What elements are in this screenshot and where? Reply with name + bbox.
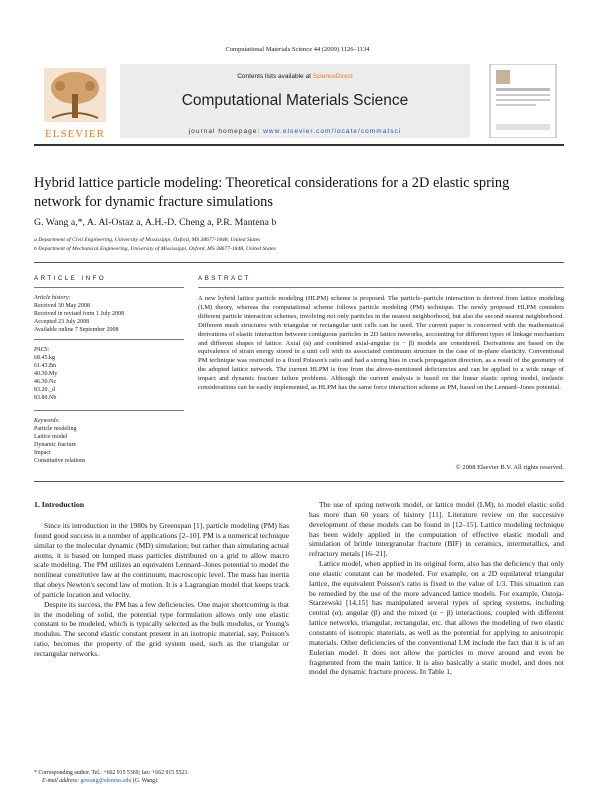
article-info-heading: ARTICLE INFO (34, 275, 107, 282)
pacs-code: 83.20._d (34, 387, 55, 393)
article-info-rule (34, 287, 184, 288)
pacs-code: 83.80.Nb (34, 395, 57, 401)
keywords-list (34, 417, 184, 465)
body-paragraph: Lattice model, when applied in its original form, also has the deficiency that only one elastic constant can be modeled. For example, on a 2D equilateral triangular lattice, the equivalent Poisson's ratio is fixed to the value of 1/3. This situation can be remedied by the use of the more advanced lattice models. For example, Ostoja-Starzewski [14,15] has manipulated several types of spring systems, including central (α), angular (β) and the mixed (α − β) interactions, coupled with different lattice networks, triangular, rectangular, etc. that allows the modeling of two elastic constants of isotropic materials, as well as the potential for applying to anisotropic materials. Other deficiencies of the conventional LM include the fact that it is of an Eulerian model. It does not allow the particles to move around and even be fragmented from the main lattice. It is also basically a static model, and does not model the dynamic fracture process. In Table 1, (309, 559, 564, 677)
history-caption: Article history: (34, 295, 71, 301)
meta-divider (34, 339, 184, 340)
history-item: Accepted 23 July 2008 (34, 319, 90, 325)
keyword: Dynamic fracture (34, 442, 77, 448)
journal-homepage (120, 128, 470, 135)
pacs-code: 68.45.kg (34, 355, 55, 361)
paper-title-line: network for dynamic fracture simulations (34, 194, 273, 210)
pacs-code: 40.30.My (34, 371, 58, 377)
body-paragraph: Since its introduction in the 1980s by Greenspan [1], particle modeling (PM) has found good success in a number of applications [2–10]. PM is a numerical technique similar to the molecular dynamic (MD) simulation; but rather than simulating actual atoms, it is based on lumped mass particles distributed on a grid to allow macro scale modeling. The PM utilizes an equivalent Lennard–Jones potential to model the nonlinear constitutive law at the continuum, macroscopic level. The mass has inertia that obeys Newton's second law of motion. It is a Lagrangian model that keeps track of particle location and velocity. (34, 521, 289, 599)
paper-title (34, 174, 564, 212)
keyword: Lattice model (34, 434, 68, 440)
email-link[interactable]: gewang@olemiss.edu (80, 778, 132, 784)
pacs-caption: PACS: (34, 347, 50, 353)
journal-reference: Computational Materials Science 44 (2009) 1126–1134 (225, 46, 370, 53)
contents-line (120, 73, 470, 80)
paper-title-line: Hybrid lattice particle modeling: Theoretical considerations for a 2D elastic spring (34, 175, 510, 191)
homepage-link[interactable]: www.elsevier.com/locate/commatsci (263, 128, 402, 135)
corresponding-author-note: * Corresponding author. Tel.: +662 915 5369; fax: +662 915 5523. (34, 770, 189, 776)
abstract-rule (198, 287, 564, 288)
journal-title: Computational Materials Science (181, 92, 409, 109)
email-prefix: E-mail address: (42, 778, 81, 784)
sciencedirect-link[interactable]: ScienceDirect (312, 73, 353, 80)
abstract-text: A new hybrid lattice particle modeling (HLPM) scheme is proposed. The particle–particle interaction is derived from lattice modeling (LM) theory, whereas the computational scheme follows particle modeling (PM) technique. The newly proposed HLPM considers different particle interaction schemes, involving not only particles in the nearest neighborhood, but also the second nearest neighborhood. Different mesh structures with triangular or rectangular unit cells can be used. The current paper is concerned with the mathematical derivations of elastic interaction between contiguous particles in 2D lattice networks, accounting for different types of linkage mechanism and different shapes of lattice. Axial (α) and combined axial-angular (α − β) models are considered. Derivations are based on the equivalence of strain energy stored in a unit cell with its associated continuum structure in the case of in-plane elasticity. Conventional PM technique was restricted to a fixed Poisson's ratio and had a strong bias in crack propagation direction, as a result of the geometry of the adopted lattice network. The current HLPM is free from the above-mentioned deficiencies and can be applied to a wide range of impact and dynamic fracture failure problems. Although the current analysis is based on the linear elastic spring model, inelastic considerations can be easily implemented, as HLPM has the same force interaction scheme as PM, based on the Lennard–Jones potential. (198, 295, 564, 392)
right-column (309, 500, 564, 677)
left-column (34, 521, 289, 659)
contents-prefix: Contents lists available at (237, 73, 313, 80)
keyword: Particle modeling (34, 426, 77, 432)
history-item: Received in revised form 1 July 2008 (34, 311, 124, 317)
history-item: Received 30 May 2008 (34, 303, 90, 309)
elsevier-wordmark: ELSEVIER (45, 128, 105, 140)
affiliation-b: b Department of Mechanical Engineering, University of Mississippi, Oxford, MS 38677-1848, United States (34, 246, 276, 252)
introduction-heading: 1. Introduction (34, 500, 85, 509)
homepage-prefix: journal homepage: (188, 128, 264, 135)
abstract-heading: ABSTRACT (198, 275, 251, 282)
email-note (34, 777, 289, 785)
affiliation-a: a Department of Civil Engineering, University of Mississippi, Oxford, MS 38677-1848, United States (34, 237, 261, 243)
pacs-list (34, 346, 184, 402)
article-history (34, 294, 184, 334)
meta-divider (34, 410, 184, 411)
author-list: G. Wang a,*, A. Al-Ostaz a, A.H.-D. Cheng a, P.R. Mantena b (34, 217, 277, 228)
section-rule (34, 481, 564, 482)
footnotes (34, 769, 289, 785)
section-rule (34, 262, 564, 263)
elsevier-tree-logo (34, 64, 116, 138)
pacs-code: 46.30.Nz (34, 379, 56, 385)
history-item: Available online 7 September 2008 (34, 327, 119, 333)
header-rule (34, 144, 564, 146)
journal-cover-thumbnail (482, 64, 564, 138)
keyword: Impact (34, 450, 51, 456)
body-paragraph: The use of spring network model, or lattice model (LM), to model elastic solid has more than 60 years of history [11]. Literature review on the successive development of these models can be found in [12–15]. Lattice modeling technique has been widely applied in the computation of effective elastic moduli and simulation of brittle intergranular fracture (BIF) in ceramics, intermetallics, and refractory metals [16–21]. (309, 500, 564, 559)
copyright-notice: © 2008 Elsevier B.V. All rights reserved. (455, 464, 564, 471)
keyword: Constitutive relations (34, 458, 86, 464)
pacs-code: 61.43.Bn (34, 363, 57, 369)
keywords-caption: Keywords: (34, 418, 60, 424)
body-paragraph: Despite its success, the PM has a few deficiencies. One major shortcoming is that in the modeling of solid, the potential type formulation allows only one elastic constant to be modeled, which is typically selected as the bulk modulus, or Young's modulus. The second elastic constant present in an isotropic material, say, Poisson's ratio, becomes the property of the grid system used, such as the triangular or rectangular networks. (34, 599, 289, 658)
email-suffix: (G. Wang). (131, 778, 159, 784)
